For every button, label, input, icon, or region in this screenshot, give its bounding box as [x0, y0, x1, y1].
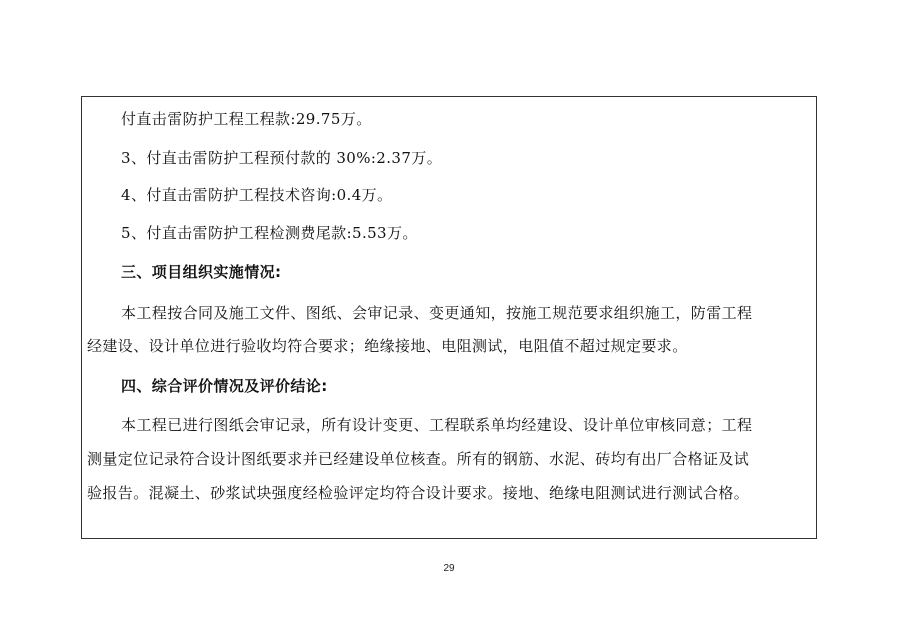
list-item-5: 5、付直击雷防护工程检测费尾款:5.53万。 — [121, 224, 418, 242]
content-table-cell — [81, 96, 817, 539]
section-4-paragraph-line-1: 本工程已进行图纸会审记录，所有设计变更、工程联系单均经建设、设计单位审核同意；工程 — [121, 416, 753, 434]
list-item-4: 4、付直击雷防护工程技术咨询:0.4万。 — [121, 186, 393, 204]
section-4-paragraph-line-2: 测量定位记录符合设计图纸要求并已经建设单位核查。所有的钢筋、水泥、砖均有出厂合格证及试 — [87, 450, 750, 468]
section-4-heading: 四、综合评价情况及评价结论: — [121, 377, 328, 395]
section-3-paragraph-line-1: 本工程按合同及施工文件、图纸、会审记录、变更通知，按施工规范要求组织施工，防雷工程 — [121, 304, 753, 322]
section-3-heading: 三、项目组织实施情况: — [121, 263, 282, 281]
section-3-paragraph-line-2: 经建设、设计单位进行验收均符合要求；绝缘接地、电阻测试，电阻值不超过规定要求。 — [87, 337, 688, 355]
list-item-3: 3、付直击雷防护工程预付款的 30%:2.37万。 — [121, 149, 443, 167]
payment-line: 付直击雷防护工程工程款:29.75万。 — [121, 110, 372, 128]
section-4-paragraph-line-3: 验报告。混凝土、砂浆试块强度经检验评定均符合设计要求。接地、绝缘电阻测试进行测试合格。 — [87, 484, 750, 502]
page-number: 29 — [443, 563, 455, 574]
